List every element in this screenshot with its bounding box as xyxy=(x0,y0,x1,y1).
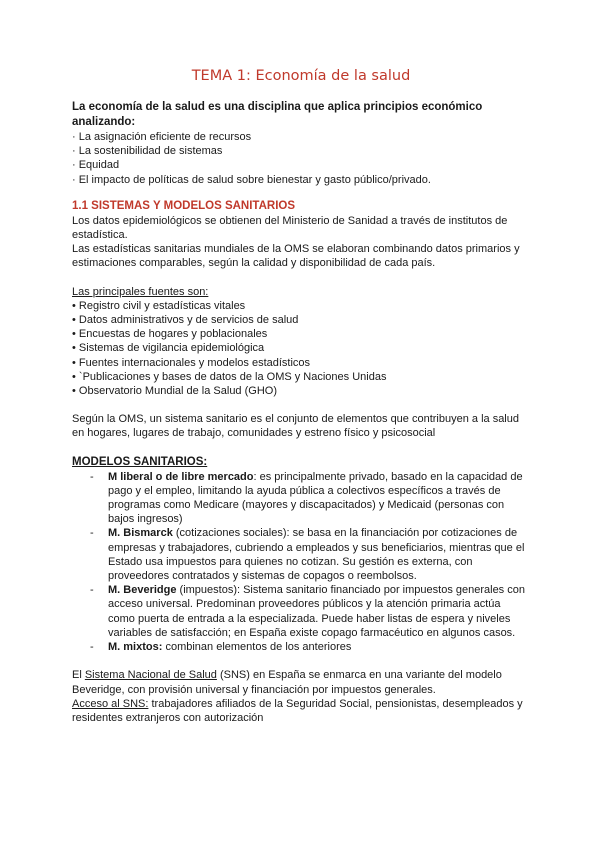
intro-item: · Equidad xyxy=(72,159,120,172)
source-item: • Datos administrativos y de servicios de salud xyxy=(72,314,299,327)
source-item: • Observatorio Mundial de la Salud (GHO) xyxy=(72,385,277,398)
source-item: • Sistemas de vigilancia epidemiológica xyxy=(72,342,265,355)
page-title: TEMA 1: Economía de la salud xyxy=(191,68,411,84)
access-text: trabajadores afiliados de la Seguridad Social, pensionistas, desempleados y residentes extranjeros con autorización xyxy=(72,697,523,724)
source-item: • Registro civil y estadísticas vitales xyxy=(72,299,246,312)
sources-heading: Las principales fuentes son: xyxy=(72,285,209,298)
sns-access xyxy=(72,697,530,725)
model-name: M. Beveridge xyxy=(108,584,177,597)
model-name: M. mixtos: xyxy=(108,641,163,654)
source-item: • Fuentes internacionales y modelos estadísticos xyxy=(72,356,311,369)
model-text: (cotizaciones sociales): se basa en la financiación por cotizaciones de empresas y trabajadores, cubriendo a empleados y sus beneficiarios, mientras que el Estado usa impuestos para quienes no cotizan. Su gestión es externa, con proveedores contratados y sistemas de copagos o reembolsos. xyxy=(108,527,525,583)
model-item xyxy=(90,526,530,583)
intro-item: · El impacto de políticas de salud sobre bienestar y gasto público/privado. xyxy=(72,173,431,186)
model-name: M liberal o de libre mercado xyxy=(108,470,254,483)
paragraph: Los datos epidemiológicos se obtienen del Ministerio de Sanidad a través de institutos de estadística. xyxy=(72,214,508,242)
sns-prefix: El xyxy=(72,669,85,682)
source-item: • `Publicaciones y bases de datos de la OMS y Naciones Unidas xyxy=(72,370,387,383)
model-item xyxy=(90,583,530,640)
sns-suffix: (SNS) en España se enmarca en una variante del modelo Beveridge, con provisión universal y financiación por impuestos generales. xyxy=(72,669,502,696)
model-text: : es principalmente privado, basado en la capacidad de pago y el empleo, limitando la ayuda pública a colectivos específicos a través de programas como Medicare (mayores y discapacitados) y Medicaid (personas con bajos ingresos) xyxy=(108,470,523,526)
sources-list xyxy=(72,299,530,398)
section-heading: 1.1 SISTEMAS Y MODELOS SANITARIOS xyxy=(72,199,296,212)
models-list xyxy=(72,470,530,655)
model-name: M. Bismarck xyxy=(108,527,173,540)
intro-heading: La economía de la salud es una disciplina que aplica principios económico analizando: xyxy=(72,101,483,128)
model-text: combinan elementos de los anteriores xyxy=(162,641,352,654)
sns-paragraph xyxy=(72,668,530,696)
intro-item: · La asignación eficiente de recursos xyxy=(72,131,252,143)
access-label: Acceso al SNS: xyxy=(72,697,149,710)
models-heading: MODELOS SANITARIOS: xyxy=(72,455,208,468)
model-text: (impuestos): Sistema sanitario financiado por impuestos generales con acceso universal. Predominan proveedores públicos y la atención primaria actúa como puerta de entrada a la especializada. Puede haber listas de espera y niveles variables de satisfacción; en España existe copago farmacéutico en algunos casos. xyxy=(108,584,525,639)
intro-list xyxy=(72,130,530,187)
sns-link: Sistema Nacional de Salud xyxy=(84,669,217,682)
source-item: • Encuestas de hogares y poblacionales xyxy=(72,328,268,341)
paragraph: Según la OMS, un sistema sanitario es el conjunto de elementos que contribuyen a la salud en hogares, lugares de trabajo, comunidades y estreno físico y psicosocial xyxy=(72,413,519,440)
model-item xyxy=(90,470,530,527)
model-item xyxy=(90,640,530,654)
paragraph: Las estadísticas sanitarias mundiales de la OMS se elaboran combinando datos primarios y estimaciones comparables, según la calidad y disponibilidad de cada país. xyxy=(72,243,520,270)
intro-item: · La sostenibilidad de sistemas xyxy=(72,145,223,158)
